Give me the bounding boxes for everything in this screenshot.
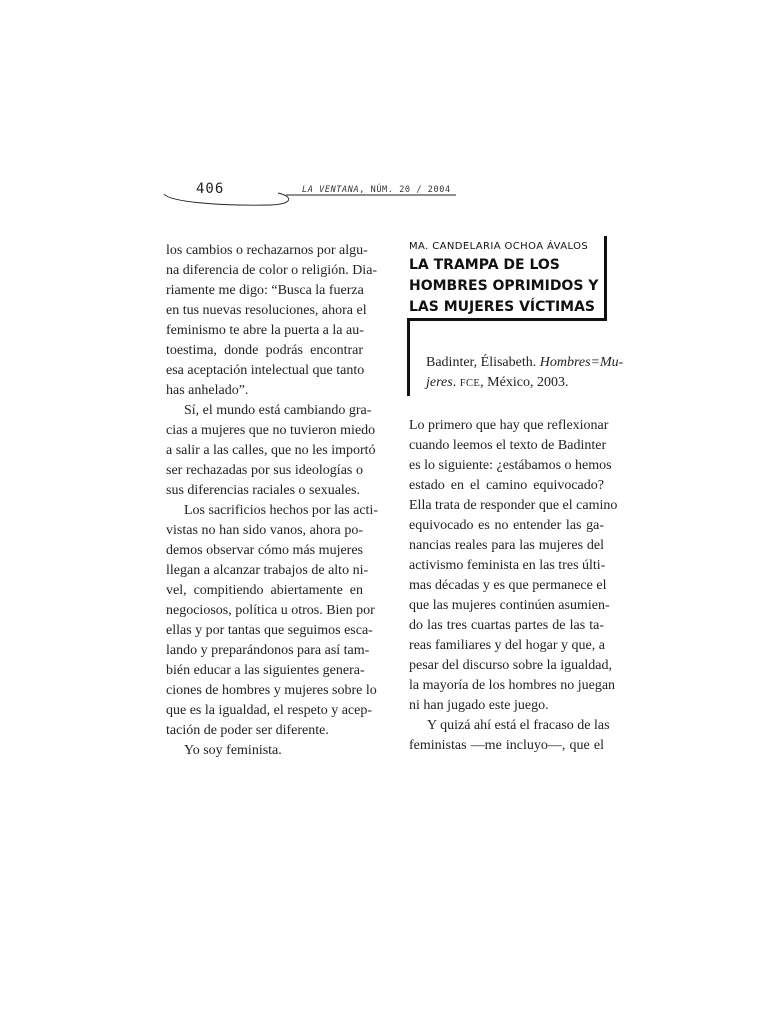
text-line: en tus nuevas resoluciones, ahora el xyxy=(166,303,367,318)
text-line: que es la igualdad, el respeto y acep- xyxy=(166,703,373,718)
reference-book-title: Hombres=Mu- xyxy=(539,355,624,370)
text-line: esa aceptación intelectual que tanto xyxy=(166,363,365,378)
text-line: riamente me digo: “Busca la fuerza xyxy=(166,283,364,298)
text-line: feministas —me incluyo—, que el xyxy=(409,738,604,753)
text-line: ser rechazadas por sus ideologías o xyxy=(166,463,363,478)
reference-place-year: , México, 2003. xyxy=(480,375,569,390)
text-line: negociosos, política u otros. Bien por xyxy=(166,603,375,618)
text-line: mas décadas y es que permanece el xyxy=(409,578,607,593)
reference-side-rule xyxy=(407,318,410,396)
text-line: Yo soy feminista. xyxy=(184,743,282,758)
text-line: vistas no han sido vanos, ahora po- xyxy=(166,523,363,538)
text-line: Y quizá ahí está el fracaso de las xyxy=(427,718,610,733)
text-line: Lo primero que hay que reflexionar xyxy=(409,418,609,433)
text-line: bién educar a las siguientes genera- xyxy=(166,663,365,678)
text-line: has anhelado”. xyxy=(166,383,249,398)
article-title-line: LAS MUJERES VÍCTIMAS xyxy=(409,299,596,315)
left-column-text xyxy=(166,241,378,761)
reference-publisher: FCE xyxy=(459,378,481,389)
text-line: equivocado es no entender las ga- xyxy=(409,518,604,533)
text-line: pesar del discurso sobre la igualdad, xyxy=(409,658,612,673)
text-line: la mayoría de los hombres no juegan xyxy=(409,678,616,693)
text-line: es lo siguiente: ¿estábamos o hemos xyxy=(409,458,612,473)
text-line: Sí, el mundo está cambiando gra- xyxy=(184,403,372,418)
text-line: los cambios o rechazarnos por algu- xyxy=(166,243,368,258)
text-line: ellas y por tantas que seguimos esca- xyxy=(166,623,373,638)
text-line: Ella trata de responder que el camino xyxy=(409,498,618,513)
article-author: MA. CANDELARIA OCHOA ÁVALOS xyxy=(409,241,589,252)
article-title-line: LA TRAMPA DE LOS xyxy=(409,257,560,273)
text-line: cuando leemos el texto de Badinter xyxy=(409,438,607,453)
text-line: ni han jugado este juego. xyxy=(409,698,549,713)
text-line: na diferencia de color o religión. Dia- xyxy=(166,263,378,278)
text-line: activismo feminista en las tres últi- xyxy=(409,558,606,573)
text-line: sus diferencias raciales o sexuales. xyxy=(166,483,360,498)
reference-line xyxy=(426,353,624,373)
text-line: tación de poder ser diferente. xyxy=(166,723,329,738)
text-line: cias a mujeres que no tuvieron miedo xyxy=(166,423,376,438)
journal-issue: , NÚM. 20 / 2004 xyxy=(359,185,451,195)
reference-book-title-cont: jeres xyxy=(426,375,453,390)
reference-author: Badinter, Élisabeth. xyxy=(426,355,540,370)
text-line: toestima, donde podrás encontrar xyxy=(166,343,363,358)
text-line: a salir a las calles, que no les importó xyxy=(166,443,376,458)
text-line: demos observar cómo más mujeres xyxy=(166,543,363,558)
text-line: reas familiares y del hogar y que, a xyxy=(409,638,605,653)
page-number: 406 xyxy=(196,181,225,197)
right-column-text xyxy=(409,416,618,756)
text-line: do las tres cuartas partes de las ta- xyxy=(409,618,604,633)
reference-separator: . xyxy=(452,375,460,390)
text-line: ciones de hombres y mujeres sobre lo xyxy=(166,683,377,698)
article-title-line: HOMBRES OPRIMIDOS Y xyxy=(409,278,599,294)
text-line: Los sacrificios hechos por las acti- xyxy=(184,503,378,518)
text-line: lando y preparándonos para así tam- xyxy=(166,643,370,658)
header-ornament xyxy=(160,188,460,212)
text-line: llegan a alcanzar trabajos de alto ni- xyxy=(166,563,369,578)
text-line: estado en el camino equivocado? xyxy=(409,478,604,493)
text-line: vel, compitiendo abiertamente en xyxy=(166,583,363,598)
book-reference xyxy=(426,353,624,393)
text-line: nancias reales para las mujeres del xyxy=(409,538,604,553)
journal-name: LA VENTANA xyxy=(302,185,360,195)
article-title xyxy=(409,255,599,318)
reference-line xyxy=(426,373,606,393)
text-line: feminismo te abre la puerta a la au- xyxy=(166,323,364,338)
text-line: que las mujeres continúen asumien- xyxy=(409,598,610,613)
